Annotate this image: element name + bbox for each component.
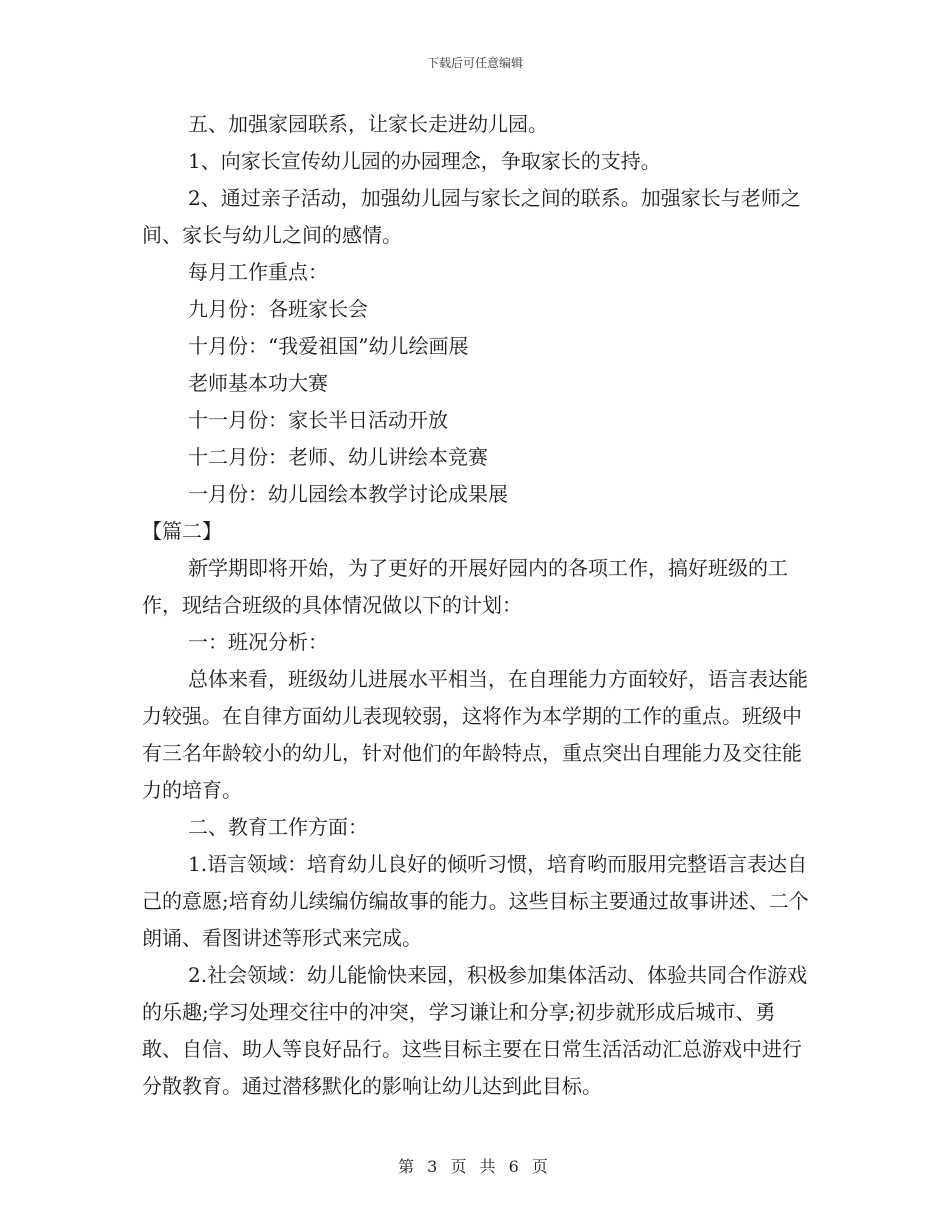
paragraph: 新学期即将开始，为了更好的开展好园内的各项工作，搞好班级的工作，现结合班级的具体情况做以下的计划： bbox=[142, 556, 788, 617]
paragraph: 十月份：“我爱祖国”幼儿绘画展 bbox=[188, 334, 469, 358]
paragraph: 二、教育工作方面： bbox=[188, 815, 368, 839]
paragraph: 十一月份：家长半日活动开放 bbox=[188, 408, 448, 432]
header-note: 下载后可任意编辑 bbox=[426, 56, 523, 70]
document-body bbox=[142, 106, 810, 1105]
page-number-footer: 第 3 页 共 6 页 bbox=[398, 1157, 552, 1176]
paragraph: 总体来看，班级幼儿进展水平相当，在自理能力方面较好，语言表达能力较强。在自律方面幼儿表现较弱，这将作为本学期的工作的重点。班级中有三名年龄较小的幼儿，针对他们的年龄特点，重点突出自理能力及交往能力的培育。 bbox=[142, 667, 808, 802]
paragraph: 2、通过亲子活动，加强幼儿园与家长之间的联系。加强家长与老师之间、家长与幼儿之间的感情。 bbox=[142, 186, 801, 247]
paragraph: 1、向家长宣传幼儿园的办园理念，争取家长的支持。 bbox=[188, 149, 661, 173]
paragraph: 老师基本功大赛 bbox=[188, 371, 328, 395]
paragraph: 九月份：各班家长会 bbox=[188, 297, 368, 321]
paragraph: 一月份：幼儿园绘本教学讨论成果展 bbox=[188, 482, 508, 506]
paragraph: 每月工作重点： bbox=[188, 260, 328, 284]
paragraph: 1.语言领域：培育幼儿良好的倾听习惯，培育哟而服用完整语言表达自己的意愿;培育幼儿续编仿编故事的能力。这些目标主要通过故事讲述、二个朗诵、看图讲述等形式来完成。 bbox=[142, 852, 809, 950]
paragraph: 2.社会领域：幼儿能愉快来园，积极参加集体活动、体验共同合作游戏的乐趣;学习处理交往中的冲突，学习谦让和分享;初步就形成后城市、勇敢、自信、助人等良好品行。这些目标主要在日常生活活动汇总游戏中进行分散教育。通过潜移默化的影响让幼儿达到此目标。 bbox=[142, 963, 808, 1098]
section-heading: 【篇二】 bbox=[142, 519, 222, 543]
paragraph: 十二月份：老师、幼儿讲绘本竞赛 bbox=[188, 445, 488, 469]
paragraph: 一：班况分析： bbox=[188, 630, 328, 654]
paragraph: 五、加强家园联系，让家长走进幼儿园。 bbox=[188, 112, 548, 136]
